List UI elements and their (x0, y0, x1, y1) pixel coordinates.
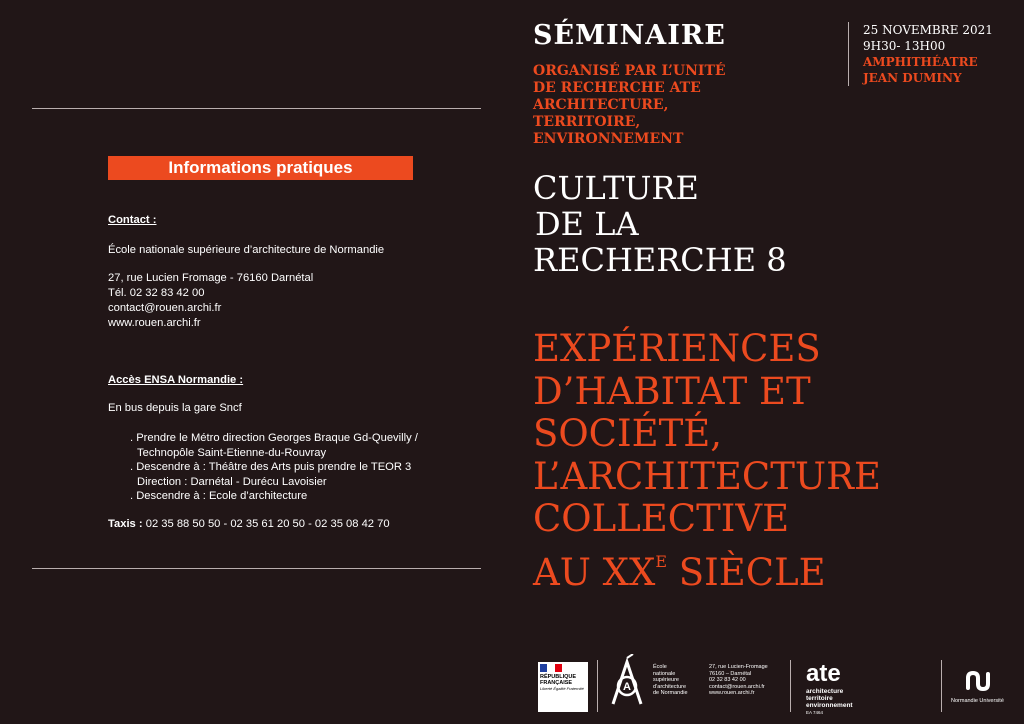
email-link[interactable]: contact@rouen.archi.fr (108, 302, 222, 314)
school-name: École nationale supérieure d’architecture de Normandie (108, 244, 385, 256)
contact-heading: Contact : (108, 214, 157, 226)
republique-francaise-logo: RÉPUBLIQUE FRANÇAISE Liberté Égalité Fraternité (538, 662, 588, 712)
route-step-1: . Prendre le Métro direction Georges Braque Gd-Quevilly / Technopôle Saint-Etienne-du-Rouvray (130, 432, 418, 459)
french-flag-icon (540, 664, 562, 672)
website-link[interactable]: www.rouen.archi.fr (108, 317, 201, 329)
ensa-name: École nationale supérieure d’architecture de Normandie (653, 664, 688, 696)
bus-intro: En bus depuis la gare Sncf (108, 402, 242, 414)
venue-line-2: JEAN DUMINY (863, 71, 962, 85)
route-step-2: . Descendre à : Théâtre des Arts puis prendre le TEOR 3 Direction : Darnétal - Durécu Lavoisier (130, 461, 412, 488)
top-divider (32, 108, 481, 109)
route-step-3: . Descendre à : Ecole d’architecture (130, 490, 308, 502)
event-date: 25 NOVEMBRE 2021 (863, 23, 993, 37)
series-title: CULTURE DE LA RECHERCHE 8 (533, 169, 787, 279)
ate-subtitle: architecture territoire environnement EA 7464 (806, 688, 853, 715)
ate-logo: ate (806, 660, 841, 687)
section-title: Informations pratiques (108, 156, 413, 180)
address: 27, rue Lucien Fromage - 76160 Darnétal (108, 272, 314, 284)
partner-logos (533, 650, 1013, 720)
taxis-info: Taxis : 02 35 88 50 50 - 02 35 61 20 50 - 02 35 08 42 70 (108, 518, 390, 530)
seminar-label: SÉMINAIRE (533, 20, 726, 51)
venue-line-1: AMPHITHÉATRE (863, 55, 978, 69)
normandie-universite-logo-icon (965, 670, 995, 692)
organiser-text: ORGANISÉ PAR L’UNITÉ DE RECHERCHE ATE ARCHITECTURE, TERRITOIRE, ENVIRONNEMENT (533, 63, 726, 147)
event-title: EXPÉRIENCES D’HABITAT ET SOCIÉTÉ, L’ARCHITECTURE COLLECTIVE AU $XX^E$ SIÈCLE (533, 327, 881, 594)
normandie-universite-name: Normandie Université (951, 698, 1004, 704)
event-time: 9H30- 13H00 (863, 39, 946, 53)
ensa-address: 27, rue Lucien-Fromage 76160 – Darnétal 02 32 83 42 00 contact@rouen.archi.fr www.rouen.archi.fr (709, 664, 768, 696)
access-heading: Accès ENSA Normandie : (108, 374, 244, 386)
svg-text:A: A (623, 681, 631, 693)
event-details (848, 22, 993, 86)
phone: Tél. 02 32 83 42 00 (108, 287, 205, 299)
ensa-normandie-logo-icon (607, 654, 647, 710)
bottom-divider (32, 568, 481, 569)
